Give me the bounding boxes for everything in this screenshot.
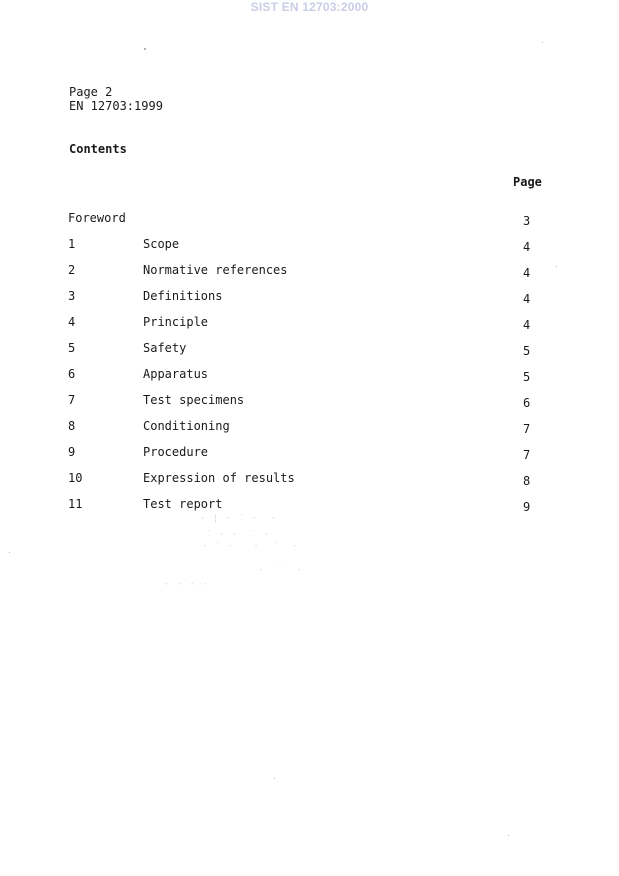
scan-noise: · ˙ · [258, 566, 303, 576]
toc-title: Procedure [143, 445, 209, 459]
scan-speck [9, 552, 10, 553]
toc-row[interactable] [0, 315, 619, 331]
toc-row[interactable] [0, 341, 619, 357]
scan-speck [508, 835, 509, 836]
toc-row[interactable] [0, 263, 619, 279]
scan-speck [144, 48, 146, 50]
toc-page-number: 3 [523, 214, 531, 228]
toc-row[interactable] [0, 471, 619, 487]
toc-title: Conditioning [143, 419, 230, 433]
toc-row[interactable] [0, 393, 619, 409]
scan-noise: · ˙ · · ˙ · [202, 542, 299, 552]
toc-page-number: 5 [523, 344, 531, 358]
toc-row[interactable] [0, 237, 619, 253]
toc-page-number: 5 [523, 370, 531, 384]
toc-title: Test report [143, 497, 223, 511]
toc-page-number: 4 [523, 292, 531, 306]
scan-speck [274, 778, 275, 779]
scan-noise: · ¦ · ˙ · · [200, 514, 278, 524]
toc-section-number: 11 [68, 497, 83, 511]
scan-noise: · ·˙· · [164, 580, 209, 590]
toc-page-number: 4 [523, 240, 531, 254]
toc-page-number: 7 [523, 448, 531, 462]
toc-row[interactable] [0, 445, 619, 461]
document-code: EN 12703:1999 [69, 99, 163, 113]
toc-section-number: 7 [68, 393, 76, 407]
scan-speck [556, 266, 557, 267]
watermark: SIST EN 12703:2000 [250, 0, 369, 14]
toc-page-number: 8 [523, 474, 531, 488]
toc-row-foreword[interactable] [0, 211, 619, 227]
toc-title: Scope [143, 237, 180, 251]
toc-title: Expression of results [143, 471, 295, 485]
toc-title: Safety [143, 341, 187, 355]
toc-row[interactable] [0, 419, 619, 435]
toc-page-number: 7 [523, 422, 531, 436]
toc-title: Normative references [143, 263, 288, 277]
toc-section-number: 2 [68, 263, 76, 277]
contents-heading: Contents [69, 142, 127, 156]
toc-row[interactable] [0, 497, 619, 513]
toc-page-number: 9 [523, 500, 531, 514]
page-number-label: Page 2 [69, 85, 113, 99]
toc-title: Test specimens [143, 393, 245, 407]
scan-speck [542, 42, 543, 43]
toc-section-number: 3 [68, 289, 76, 303]
toc-row[interactable] [0, 289, 619, 305]
toc-section-number: 4 [68, 315, 76, 329]
toc-section-number: 6 [68, 367, 76, 381]
toc-title: Definitions [143, 289, 223, 303]
page-column-heading: Page [513, 175, 542, 189]
toc-page-number: 4 [523, 318, 531, 332]
toc-title: Apparatus [143, 367, 209, 381]
toc-row[interactable] [0, 367, 619, 383]
toc-section-number: 5 [68, 341, 76, 355]
toc-page-number: 6 [523, 396, 531, 410]
toc-section-number: 9 [68, 445, 76, 459]
toc-section-number: 10 [68, 471, 83, 485]
toc-title: Principle [143, 315, 209, 329]
scan-noise: ˙ · · ˙ · [206, 530, 271, 540]
toc-section-number: 1 [68, 237, 76, 251]
toc-section-number: 8 [68, 419, 76, 433]
toc-title: Foreword [68, 211, 126, 225]
toc-page-number: 4 [523, 266, 531, 280]
